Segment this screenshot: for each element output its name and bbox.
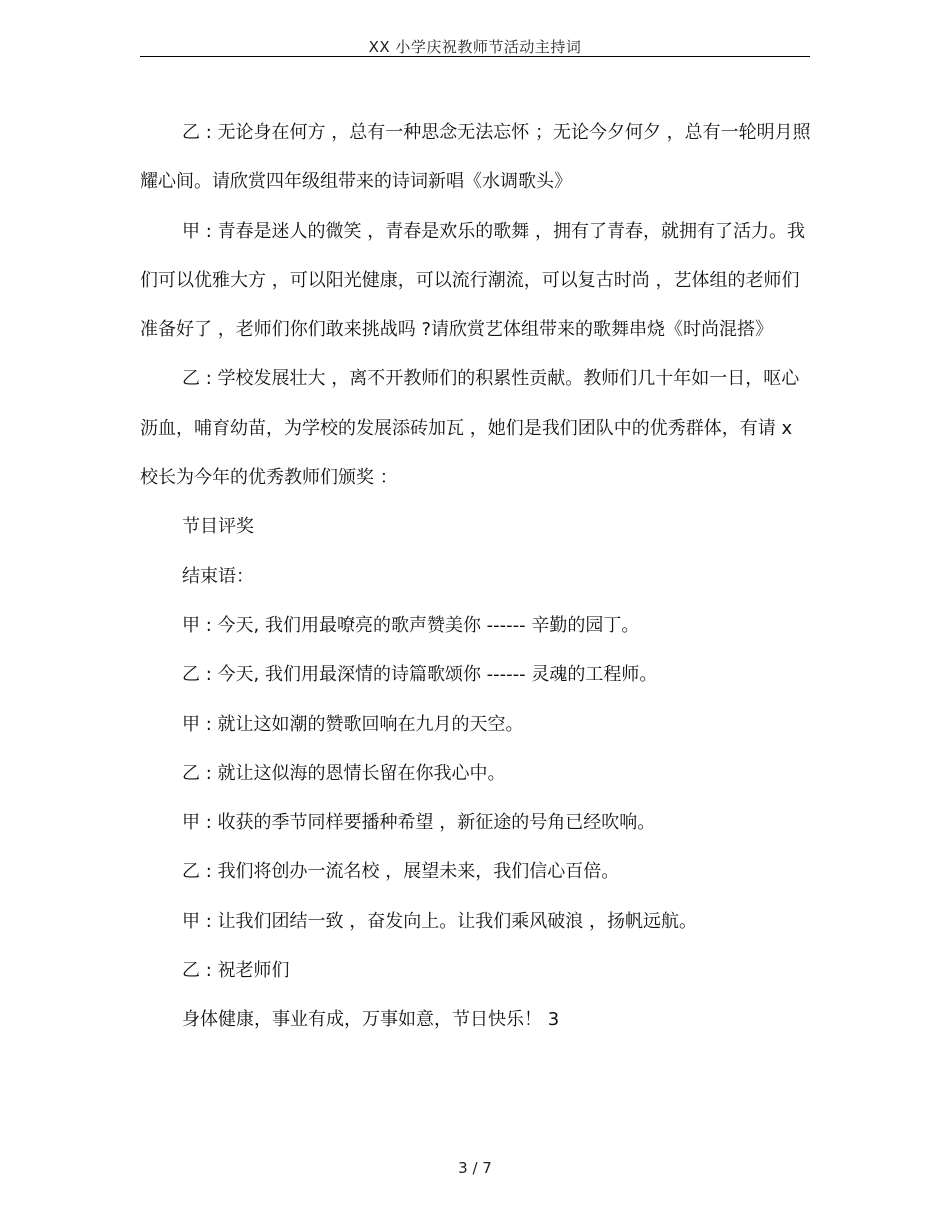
paragraph-closing-line: 甲 : 今天, 我们用最嘹亮的歌声赞美你 ------ 辛勤的园丁。 xyxy=(182,614,640,636)
paragraph-final-wishes: 身体健康，事业有成，万事如意，节日快乐！ 3 xyxy=(182,1009,560,1031)
paragraph-youth-dance: 甲 : 青春是迷人的微笑 ，青春是欢乐的歌舞 ，拥有了青春，就拥有了活力。我们可以优雅大方 ，可以阳光健康，可以流行潮流，可以复古时尚 ，艺体组的老师们准备好了 ，老师们你们敢来挑战吗 ?请欣赏艺体组带来的歌舞串烧《时尚混搭》 xyxy=(140,220,805,341)
paragraph-closing-line: 乙 : 我们将创办一流名校 ，展望未来，我们信心百倍。 xyxy=(182,861,620,883)
paragraph-closing-line: 甲 : 就让这如潮的赞歌回响在九月的天空。 xyxy=(182,713,524,735)
paragraph-closing-line: 乙 : 祝老师们 xyxy=(182,960,290,982)
paragraph-closing-line: 乙 : 今天, 我们用最深情的诗篇歌颂你 ------ 灵魂的工程师。 xyxy=(182,664,658,686)
page-number: 3 / 7 xyxy=(458,1159,492,1177)
paragraph-closing-line: 甲 : 收获的季节同样要播种希望 ，新征途的号角已经吹响。 xyxy=(182,812,656,834)
paragraph-program-award: 节目评奖 xyxy=(182,516,254,538)
page-header-title: XX 小学庆祝教师节活动主持词 xyxy=(368,38,582,56)
paragraph-teacher-award: 乙 : 学校发展壮大 ，离不开教师们的积累性贡献。教师们几十年如一日，呕心沥血，哺育幼苗，为学校的发展添砖加瓦 ，她们是我们团队中的优秀群体，有请 x 校长为今年的优秀教师们颁奖 ： xyxy=(140,368,800,489)
paragraph-closing-heading: 结束语： xyxy=(182,565,254,587)
header-divider xyxy=(140,56,810,57)
paragraph-closing-line: 乙 : 就让这似海的恩情长留在你我心中。 xyxy=(182,762,506,784)
paragraph-moon-poem: 乙 : 无论身在何方 ，总有一种思念无法忘怀 ；无论今夕何夕 ，总有一轮明月照耀心间。请欣赏四年级组带来的诗词新唱《水调歌头》 xyxy=(140,122,811,193)
document-body xyxy=(140,108,812,1045)
paragraph-closing-line: 甲 : 让我们团结一致 ，奋发向上。让我们乘风破浪 ，扬帆远航。 xyxy=(182,910,697,932)
